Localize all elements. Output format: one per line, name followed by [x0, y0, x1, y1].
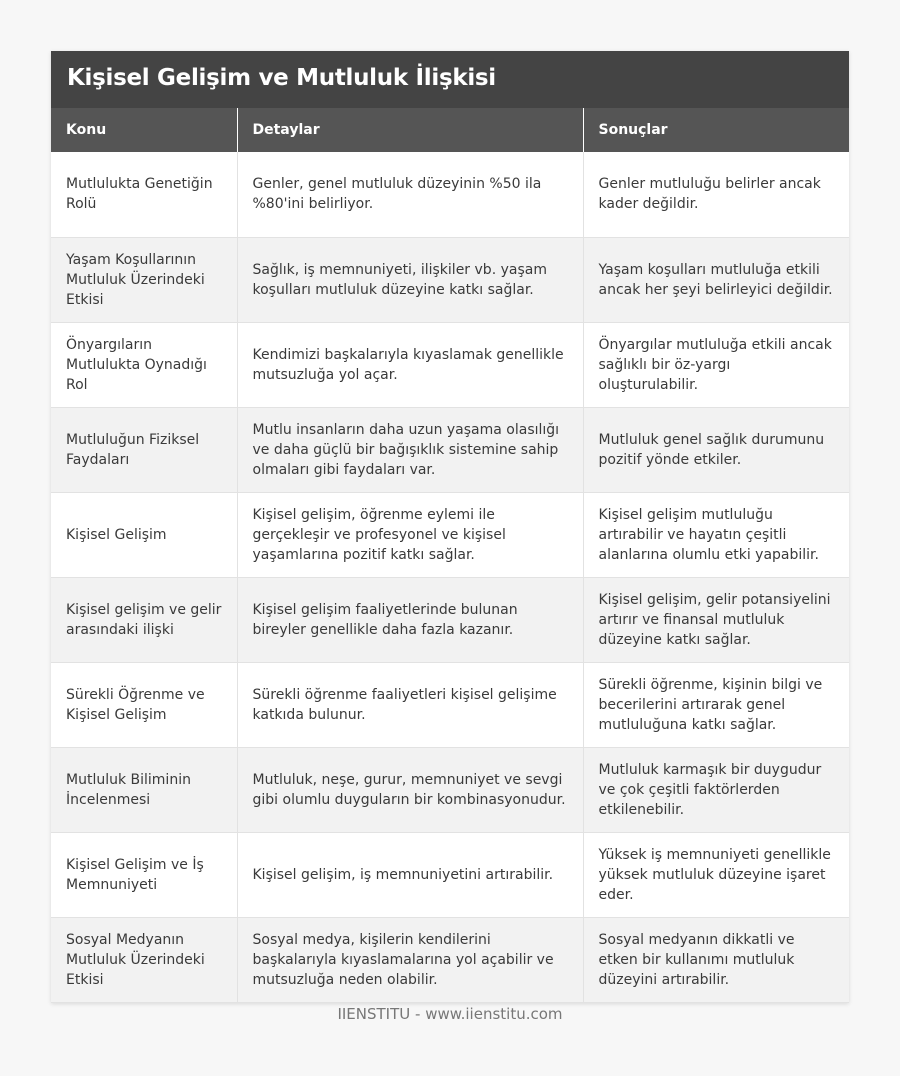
column-header-sonuclar: Sonuçlar	[583, 108, 849, 152]
cell-sonuclar: Kişisel gelişim mutluluğu artırabilir ve hayatın çeşitli alanlarına olumlu etki yapabilir.	[583, 492, 849, 577]
cell-sonuclar: Yaşam koşulları mutluluğa etkili ancak her şeyi belirleyici değildir.	[583, 237, 849, 322]
table-row	[51, 577, 849, 662]
cell-sonuclar: Kişisel gelişim, gelir potansiyelini artırır ve finansal mutluluk düzeyine katkı sağlar.	[583, 577, 849, 662]
table-card	[51, 51, 849, 1003]
cell-sonuclar: Genler mutluluğu belirler ancak kader değildir.	[583, 152, 849, 237]
cell-konu: Mutluluğun Fiziksel Faydaları	[51, 407, 237, 492]
cell-detaylar: Sağlık, iş memnuniyeti, ilişkiler vb. yaşam koşulları mutluluk düzeyine katkı sağlar.	[237, 237, 583, 322]
cell-detaylar: Kişisel gelişim faaliyetlerinde bulunan bireyler genellikle daha fazla kazanır.	[237, 577, 583, 662]
cell-detaylar: Mutlu insanların daha uzun yaşama olasılığı ve daha güçlü bir bağışıklık sistemine sahip olmaları gibi faydaları var.	[237, 407, 583, 492]
cell-sonuclar: Sosyal medyanın dikkatli ve etken bir kullanımı mutluluk düzeyini artırabilir.	[583, 917, 849, 1002]
cell-konu: Mutlulukta Genetiğin Rolü	[51, 152, 237, 237]
site-footer: IIENSTITU - www.iienstitu.com	[337, 1005, 563, 1023]
cell-konu: Sürekli Öğrenme ve Kişisel Gelişim	[51, 662, 237, 747]
cell-detaylar: Mutluluk, neşe, gurur, memnuniyet ve sevgi gibi olumlu duyguların bir kombinasyonudur.	[237, 747, 583, 832]
cell-detaylar: Sosyal medya, kişilerin kendilerini başkalarıyla kıyaslamalarına yol açabilir ve mutsuzluğa neden olabilir.	[237, 917, 583, 1002]
cell-detaylar: Kendimizi başkalarıyla kıyaslamak genellikle mutsuzluğa yol açar.	[237, 322, 583, 407]
cell-sonuclar: Mutluluk karmaşık bir duygudur ve çok çeşitli faktörlerden etkilenebilir.	[583, 747, 849, 832]
column-header-konu: Konu	[51, 108, 237, 152]
table-row	[51, 322, 849, 407]
cell-konu: Mutluluk Biliminin İncelenmesi	[51, 747, 237, 832]
table-title: Kişisel Gelişim ve Mutluluk İlişkisi	[51, 51, 849, 108]
cell-konu: Kişisel Gelişim	[51, 492, 237, 577]
cell-konu: Kişisel gelişim ve gelir arasındaki ilişki	[51, 577, 237, 662]
cell-detaylar: Kişisel gelişim, öğrenme eylemi ile gerçekleşir ve profesyonel ve kişisel yaşamlarına pozitif katkı sağlar.	[237, 492, 583, 577]
data-table	[51, 108, 849, 1003]
header-row	[51, 108, 849, 152]
table-row	[51, 407, 849, 492]
cell-konu: Yaşam Koşullarının Mutluluk Üzerindeki Etkisi	[51, 237, 237, 322]
table-row	[51, 662, 849, 747]
table-row	[51, 237, 849, 322]
column-header-detaylar: Detaylar	[237, 108, 583, 152]
cell-konu: Kişisel Gelişim ve İş Memnuniyeti	[51, 832, 237, 917]
cell-sonuclar: Yüksek iş memnuniyeti genellikle yüksek mutluluk düzeyine işaret eder.	[583, 832, 849, 917]
cell-sonuclar: Önyargılar mutluluğa etkili ancak sağlıklı bir öz-yargı oluşturulabilir.	[583, 322, 849, 407]
cell-konu: Önyargıların Mutlulukta Oynadığı Rol	[51, 322, 237, 407]
table-row	[51, 492, 849, 577]
table-row	[51, 832, 849, 917]
cell-sonuclar: Sürekli öğrenme, kişinin bilgi ve becerilerini artırarak genel mutluluğuna katkı sağlar.	[583, 662, 849, 747]
cell-detaylar: Sürekli öğrenme faaliyetleri kişisel gelişime katkıda bulunur.	[237, 662, 583, 747]
cell-konu: Sosyal Medyanın Mutluluk Üzerindeki Etkisi	[51, 917, 237, 1002]
cell-detaylar: Genler, genel mutluluk düzeyinin %50 ila %80'ini belirliyor.	[237, 152, 583, 237]
table-row	[51, 747, 849, 832]
cell-detaylar: Kişisel gelişim, iş memnuniyetini artırabilir.	[237, 832, 583, 917]
table-row	[51, 917, 849, 1002]
table-row	[51, 152, 849, 237]
cell-sonuclar: Mutluluk genel sağlık durumunu pozitif yönde etkiler.	[583, 407, 849, 492]
